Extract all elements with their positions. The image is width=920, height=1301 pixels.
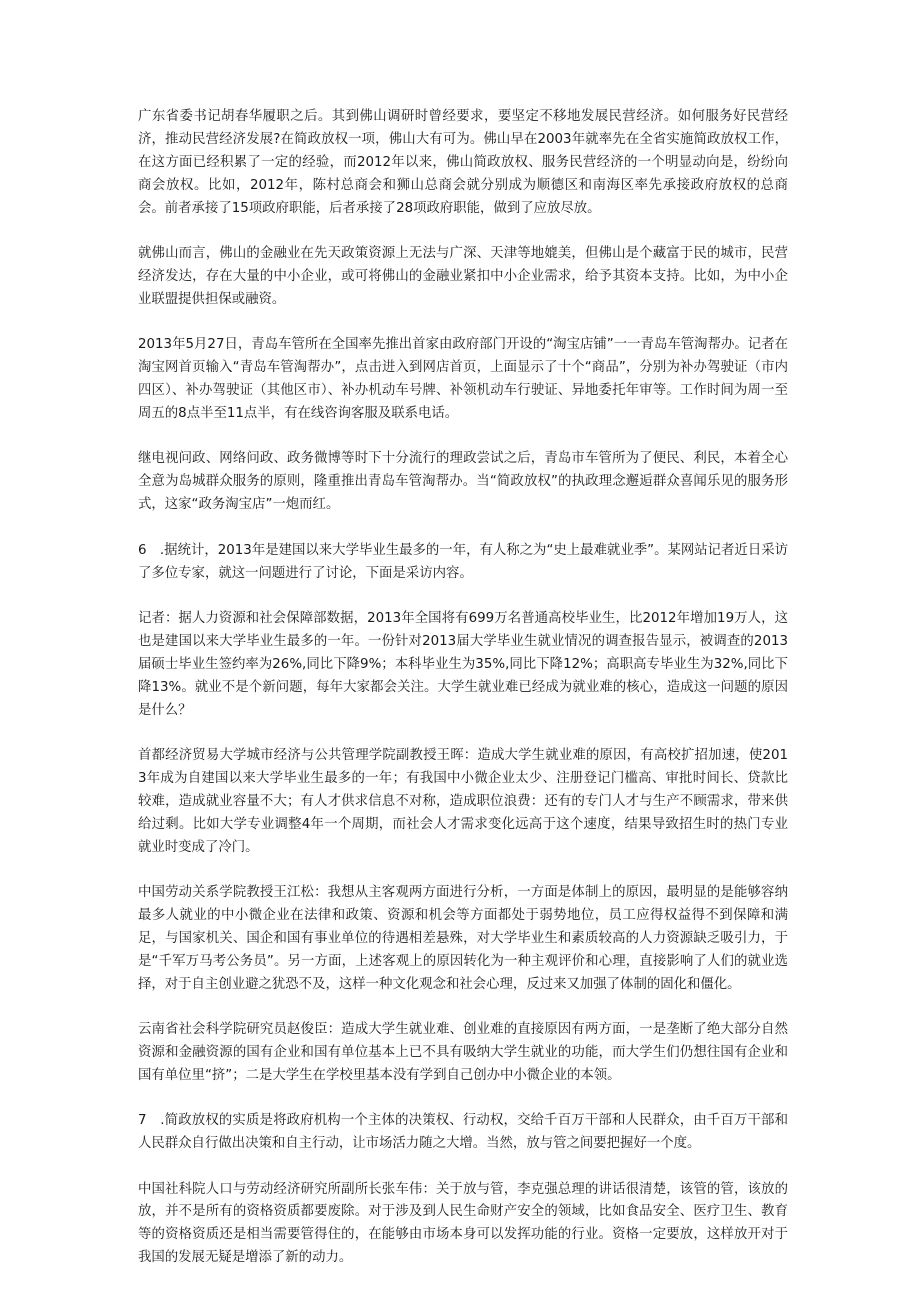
paragraph-1: 广东省委书记胡春华履职之后。其到佛山调研时曾经要求，要坚定不移地发展民营经济。如何服务好民营经济，推动民营经济发展?在简政放权一项，佛山大有可为。佛山早在2003年就率先在全省实施简政放权工作，在这方面已经积累了一定的经验，而2012年以来，佛山简政放权、服务民营经济的一个明显动向是，纷纷向商会放权。比如，2012年，陈村总商会和狮山总商会就分别成为顺德区和南海区率先承接政府放权的总商会。前者承接了15项政府职能，后者承接了28项政府职能，做到了应放尽放。: [138, 109, 788, 216]
paragraph-6: 记者：据人力资源和社会保障部数据，2013年全国将有699万名普通高校毕业生，比2012年增加19万人，这也是建国以来大学毕业生最多的一年。一份针对2013届大学毕业生就业情况的调查报告显示，被调查的2013届硕士毕业生签约率为26%,同比下降9%；本科毕业生为35%,同比下降12%；高职高专毕业生为32%,同比下降13%。就业不是个新问题，每年大家都会关注。大学生就业难已经成为就业难的核心，造成这一问题的原因是什么？: [138, 610, 788, 718]
paragraph-5: 6 .据统计，2013年是建国以来大学毕业生最多的一年，有人称之为“史上最难就业季”。某网站记者近日采访了多位专家，就这一问题进行了讨论，下面是采访内容。: [138, 542, 788, 581]
paragraph-7: 首都经济贸易大学城市经济与公共管理学院副教授王晖：造成大学生就业难的原因，有高校扩招加速，使2013年成为自建国以来大学毕业生最多的一年；有我国中小微企业太少、注册登记门槛高、审批时间长、贷款比较难，造成就业容量不大；有人才供求信息不对称，造成职位浪费：还有的专门人才与生产不顾需求，带来供给过剩。比如大学专业调整4年一个周期，而社会人才需求变化远高于这个速度，结果导致招生时的热门专业就业时变成了冷门。: [138, 747, 788, 855]
paragraph-3: 2013年5月27日，青岛车管所在全国率先推出首家由政府部门开设的“淘宝店铺”一一青岛车管淘帮办。记者在淘宝网首页输入“青岛车管淘帮办”，点击进入到网店首页，上面显示了十个“商品”，分别为补办驾驶证（市内四区）、补办驾驶证（其他区市）、补办机动车号牌、补领机动车行驶证、异地委托年审等。工作时间为周一至周五的8点半至11点半，有在线咨询客服及联系电话。: [138, 337, 788, 421]
document-page: [138, 106, 788, 1293]
paragraph-9: 云南省社会科学院研究员赵俊臣：造成大学生就业难、创业难的直接原因有两方面，一是垄断了绝大部分自然资源和金融资源的国有企业和国有单位基本上已不具有吸纳大学生就业的功能，而大学生们仍想往国有企业和国有单位里“挤”；二是大学生在学校里基本没有学到自己创办中小微企业的本领。: [138, 1022, 788, 1083]
paragraph-8: 中国劳动关系学院教授王江松：我想从主客观两方面进行分析，一方面是体制上的原因，最明显的是能够容纳最多人就业的中小微企业在法律和政策、资源和机会等方面都处于弱势地位，员工应得权益得不到保障和满足，与国家机关、国企和国有事业单位的待遇相差悬殊，对大学毕业生和素质较高的人力资源缺乏吸引力，于是“千军万马考公务员”。另一方面，上述客观上的原因转化为一种主观评价和心理，直接影响了人们的就业选择，对于自主创业避之犹恐不及，这样一种文化观念和社会心理，反过来又加强了体制的固化和僵化。: [138, 884, 788, 992]
paragraph-2: 就佛山而言，佛山的金融业在先天政策资源上无法与广深、天津等地媲美，但佛山是个藏富于民的城市，民营经济发达，存在大量的中小企业，或可将佛山的金融业紧扣中小企业需求，给予其资本支持。比如，为中小企业联盟提供担保或融资。: [138, 246, 788, 307]
paragraph-4: 继电视问政、网络问政、政务微博等时下十分流行的理政尝试之后，青岛市车管所为了便民、利民，本着全心全意为岛城群众服务的原则，隆重推出青岛车管淘帮办。当“简政放权”的执政理念邂逅群众喜闻乐见的服务形式，这家“政务淘宝店”一炮而红。: [138, 451, 788, 513]
paragraph-10: 7 .简政放权的实质是将政府机构一个主体的决策权、行动权，交给千百万干部和人民群众，由千百万干部和人民群众自行做出决策和自主行动，让市场活力随之大增。当然，放与管之间要把握好一个度。: [138, 1113, 788, 1152]
paragraph-11: 中国社科院人口与劳动经济研究所副所长张车伟：关于放与管，李克强总理的讲话很清楚，该管的管，该放的放，并不是所有的资格资质都要废除。对于涉及到人民生命财产安全的领域，比如食品安全、医疗卫生、教育等的资格资质还是相当需要管得住的，在能够由市场本身可以发挥功能的行业。资格一定要放，这样放开对于我国的发展无疑是增添了新的动力。: [138, 1181, 788, 1266]
